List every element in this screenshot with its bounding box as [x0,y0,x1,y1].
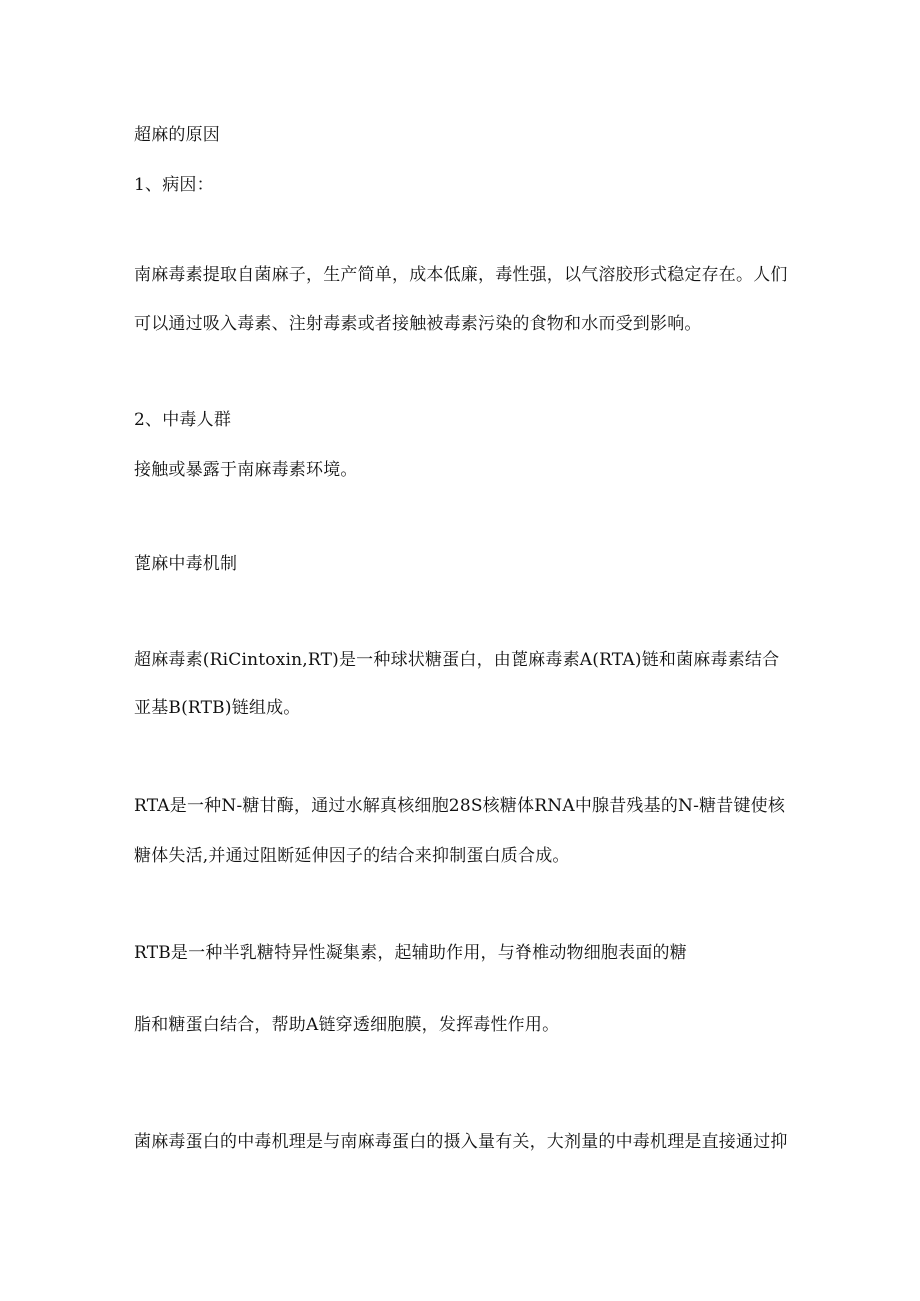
paragraph-4-line-2: 糖体失活,并通过阻断延伸因子的结合来抑制蛋白质合成。 [134,846,570,866]
section-1-title: 1、病因： [134,175,214,195]
paragraph-1-line-1: 南麻毒素提取自菌麻子，生产简单，成本低廉，毒性强，以气溶胶形式稳定存在。人们 [134,265,788,285]
paragraph-3-line-1: 超麻毒素(RiCintoxin,RT)是一种球状糖蛋白，由蓖麻毒素A(RTA)链和菌麻毒素结合 [134,650,780,670]
section-2-title: 2、中毒人群 [134,410,232,430]
paragraph-4-line-1: RTA是一种N-糖甘酶，通过水解真核细胞28S核糖体RNA中腺昔残基的N-糖昔键使核 [134,796,786,816]
heading-mechanism: 蓖麻中毒机制 [134,554,238,574]
paragraph-6-line-1: 菌麻毒蛋白的中毒机理是与南麻毒蛋白的摄入量有关，大剂量的中毒机理是直接通过抑 [134,1132,788,1152]
paragraph-1-line-2: 可以通过吸入毒素、注射毒素或者接触被毒素污染的食物和水而受到影响。 [134,314,702,334]
paragraph-5-line-1: RTB是一种半乳糖特异性凝集素，起辅助作用，与脊椎动物细胞表面的糖 [134,943,687,963]
paragraph-3-line-2: 亚基B(RTB)链组成。 [134,698,301,718]
paragraph-5-line-2: 脂和糖蛋白结合，帮助A链穿透细胞膜，发挥毒性作用。 [134,1015,560,1035]
heading-causes: 超麻的原因 [134,125,220,145]
paragraph-2-line-1: 接触或暴露于南麻毒素环境。 [134,460,358,480]
